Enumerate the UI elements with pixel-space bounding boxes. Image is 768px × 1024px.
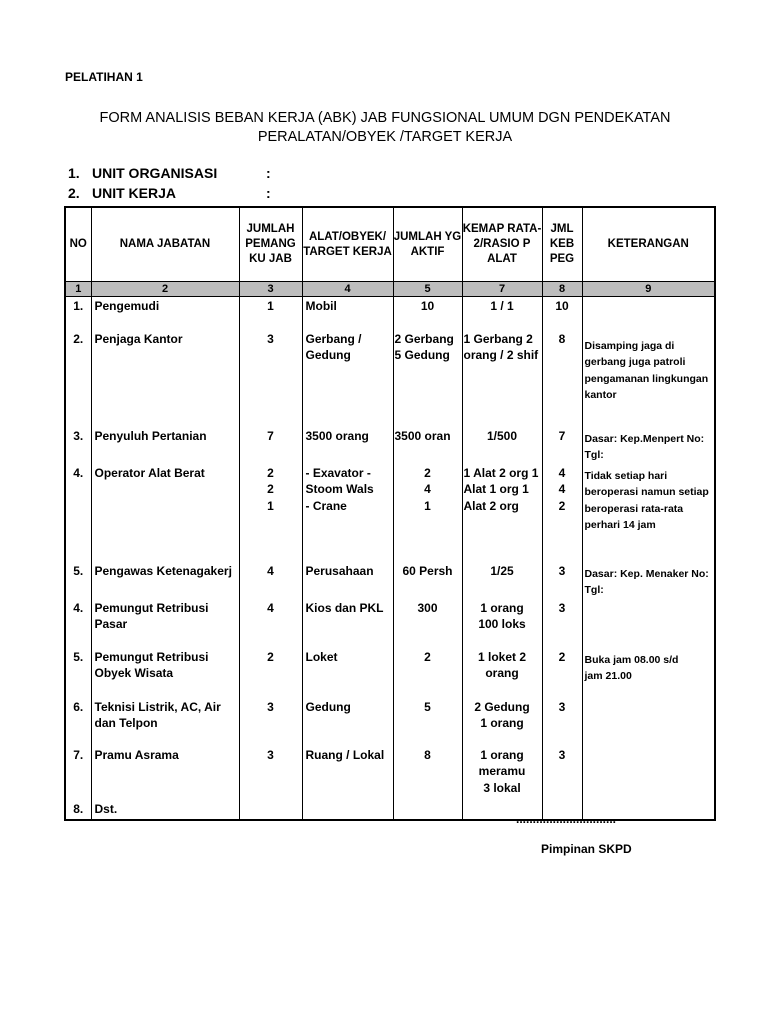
cell-kebutuhan: 2 (542, 648, 582, 698)
header-jumlah-pemangku: JUMLAH PEMANG KU JAB (239, 207, 302, 282)
cell-pemangku: 3 (239, 330, 302, 427)
cell-alat: Kios dan PKL (302, 599, 393, 648)
unit-label: UNIT ORGANISASI (92, 165, 218, 181)
column-number: 3 (239, 282, 302, 297)
cell-aktif (393, 796, 462, 820)
header-alat-obyek: ALAT/OBYEK/ TARGET KERJA (302, 207, 393, 282)
table-row (65, 599, 715, 648)
unit-separator: : (266, 185, 271, 201)
cell-kebutuhan: 8 (542, 330, 582, 427)
cell-kemampuan: 1/25 (462, 562, 542, 599)
cell-no: 2. (65, 330, 91, 427)
cell-pemangku: 2 (239, 648, 302, 698)
cell-nama-jabatan: Pemungut Retribusi Pasar (91, 599, 239, 648)
cell-alat: 3500 orang (302, 427, 393, 464)
cell-no: 7. (65, 746, 91, 797)
cell-nama-jabatan: Pengemudi (91, 297, 239, 330)
cell-no: 4. (65, 464, 91, 562)
unit-number: 1. (68, 165, 80, 181)
table-row (65, 464, 715, 562)
column-number: 4 (302, 282, 393, 297)
cell-keterangan (582, 297, 715, 330)
cell-pemangku: 3 (239, 746, 302, 797)
signature-line: .............................. (516, 812, 617, 826)
cell-aktif: 300 (393, 599, 462, 648)
form-title-line-1: FORM ANALISIS BEBAN KERJA (ABK) JAB FUNGSIONAL UMUM DGN PENDEKATAN (99, 110, 671, 126)
table-row (65, 648, 715, 698)
column-number: 9 (582, 282, 715, 297)
cell-nama-jabatan: Pengawas Ketenagakerj (91, 562, 239, 599)
cell-no: 8. (65, 796, 91, 820)
cell-nama-jabatan: Pramu Asrama (91, 746, 239, 797)
cell-aktif: 2 Gerbang 5 Gedung (393, 330, 462, 427)
cell-kemampuan: 1 Alat 2 org 1 Alat 1 org 1 Alat 2 org (462, 464, 542, 562)
cell-kemampuan: 1/500 (462, 427, 542, 464)
cell-no: 1. (65, 297, 91, 330)
cell-aktif: 3500 oran (393, 427, 462, 464)
cell-nama-jabatan: Penjaga Kantor (91, 330, 239, 427)
header-jumlah-aktif: JUMLAH YG AKTIF (393, 207, 462, 282)
cell-alat: - Exavator - Stoom Wals - Crane (302, 464, 393, 562)
cell-nama-jabatan: Dst. (91, 796, 239, 820)
cell-alat: Perusahaan (302, 562, 393, 599)
cell-keterangan: Dasar: Kep.Menpert No: Tgl: (582, 427, 715, 464)
table-row (65, 427, 715, 464)
cell-alat: Loket (302, 648, 393, 698)
cell-kebutuhan: 10 (542, 297, 582, 330)
cell-keterangan: Dasar: Kep. Menaker No: Tgl: (582, 562, 715, 599)
unit-label: UNIT KERJA (92, 185, 177, 201)
cell-keterangan (582, 599, 715, 648)
cell-pemangku (239, 796, 302, 820)
header-no: NO (65, 207, 91, 282)
table-row (65, 796, 715, 820)
table-row (65, 330, 715, 427)
unit-kerja-field (68, 185, 271, 201)
cell-kemampuan: 1 Gerbang 2 orang / 2 shif (462, 330, 542, 427)
cell-kebutuhan: 3 (542, 746, 582, 797)
unit-separator: : (266, 165, 271, 181)
table-row (65, 562, 715, 599)
cell-no: 5. (65, 562, 91, 599)
cell-kebutuhan: 3 (542, 599, 582, 648)
cell-no: 5. (65, 648, 91, 698)
cell-kemampuan: 2 Gedung 1 orang (462, 698, 542, 746)
cell-alat: Gerbang / Gedung (302, 330, 393, 427)
cell-kemampuan: 1 / 1 (462, 297, 542, 330)
table-header-row (65, 207, 715, 282)
cell-aktif: 60 Persh (393, 562, 462, 599)
abk-table (64, 206, 716, 821)
unit-number: 2. (68, 185, 80, 201)
cell-keterangan: Tidak setiap hari beroperasi namun setiap beroperasi rata-rata perhari 14 jam (582, 464, 715, 562)
cell-aktif: 2 4 1 (393, 464, 462, 562)
pimpinan-skpd-label: Pimpinan SKPD (541, 842, 632, 856)
header-nama-jabatan: NAMA JABATAN (91, 207, 239, 282)
cell-keterangan (582, 746, 715, 797)
cell-aktif: 2 (393, 648, 462, 698)
cell-kebutuhan: 3 (542, 698, 582, 746)
cell-nama-jabatan: Penyuluh Pertanian (91, 427, 239, 464)
cell-keterangan (582, 698, 715, 746)
cell-pemangku: 3 (239, 698, 302, 746)
cell-alat: Gedung (302, 698, 393, 746)
column-number: 5 (393, 282, 462, 297)
cell-aktif: 10 (393, 297, 462, 330)
cell-alat: Mobil (302, 297, 393, 330)
header-jml-keb-peg: JML KEB PEG (542, 207, 582, 282)
column-number-row (65, 282, 715, 297)
cell-kemampuan: 1 orang meramu 3 lokal (462, 746, 542, 797)
cell-nama-jabatan: Operator Alat Berat (91, 464, 239, 562)
cell-pemangku: 4 (239, 599, 302, 648)
cell-no: 4. (65, 599, 91, 648)
cell-keterangan: Buka jam 08.00 s/d jam 21.00 (582, 648, 715, 698)
column-number: 7 (462, 282, 542, 297)
cell-aktif: 8 (393, 746, 462, 797)
unit-organisasi-field (68, 165, 271, 181)
cell-nama-jabatan: Teknisi Listrik, AC, Air dan Telpon (91, 698, 239, 746)
cell-no: 6. (65, 698, 91, 746)
cell-kemampuan: 1 orang 100 loks (462, 599, 542, 648)
cell-kebutuhan: 4 4 2 (542, 464, 582, 562)
column-number: 2 (91, 282, 239, 297)
cell-pemangku: 7 (239, 427, 302, 464)
table-row (65, 297, 715, 330)
cell-nama-jabatan: Pemungut Retribusi Obyek Wisata (91, 648, 239, 698)
table-row (65, 746, 715, 797)
cell-kebutuhan: 3 (542, 562, 582, 599)
form-title-line-2: PERALATAN/OBYEK /TARGET KERJA (257, 129, 513, 145)
cell-alat (302, 796, 393, 820)
cell-kemampuan: 1 loket 2 orang (462, 648, 542, 698)
header-keterangan: KETERANGAN (582, 207, 715, 282)
cell-aktif: 5 (393, 698, 462, 746)
column-number: 1 (65, 282, 91, 297)
cell-alat: Ruang / Lokal (302, 746, 393, 797)
training-label: PELATIHAN 1 (65, 70, 143, 84)
cell-keterangan: Disamping jaga di gerbang juga patroli pengamanan lingkungan kantor (582, 330, 715, 427)
cell-pemangku: 4 (239, 562, 302, 599)
cell-no: 3. (65, 427, 91, 464)
table-row (65, 698, 715, 746)
header-kemampuan: KEMAP RATA-2/RASIO P ALAT (462, 207, 542, 282)
cell-pemangku: 2 2 1 (239, 464, 302, 562)
cell-kebutuhan: 7 (542, 427, 582, 464)
column-number: 8 (542, 282, 582, 297)
cell-pemangku: 1 (239, 297, 302, 330)
